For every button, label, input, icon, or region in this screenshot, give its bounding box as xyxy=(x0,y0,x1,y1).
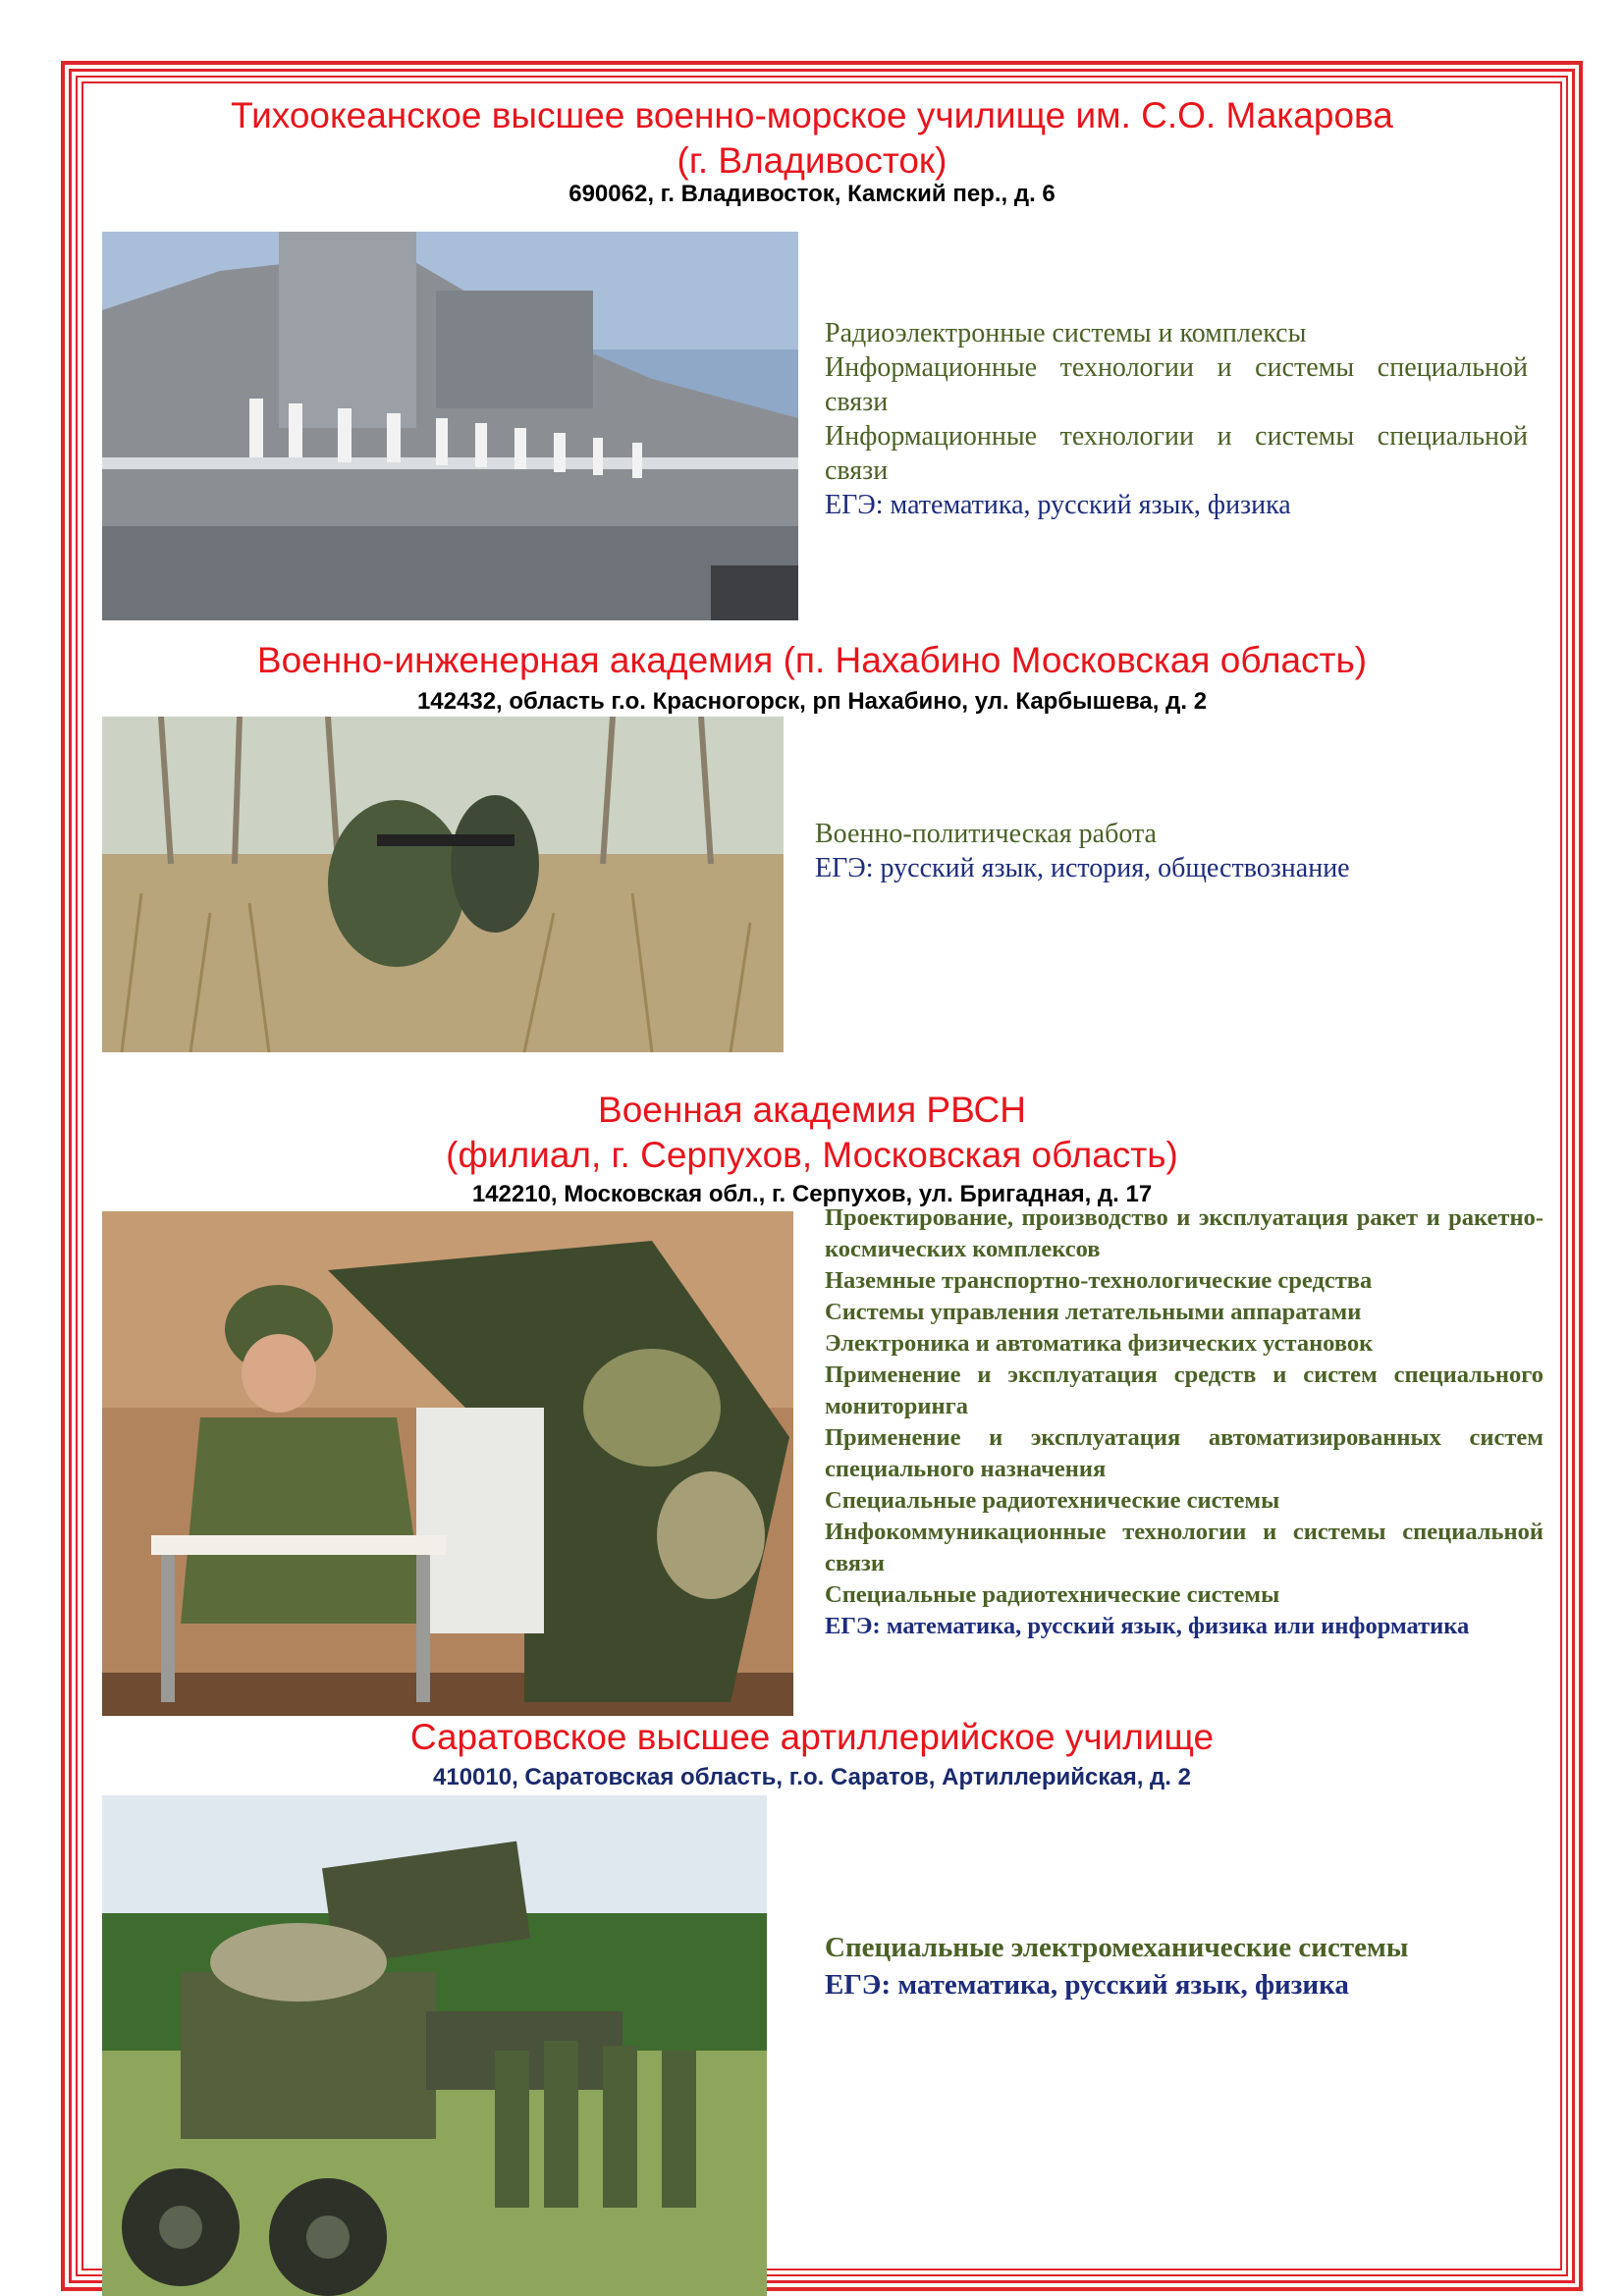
specialty-item: Специальные электромеханические системы xyxy=(825,1932,1409,1963)
specialty-item: Наземные транспортно-технологические средства xyxy=(825,1267,1373,1294)
ege-requirements: ЕГЭ: математика, русский язык, физика xyxy=(825,1969,1349,2001)
section-2-title-line1: Военно-инженерная академия (п. Нахабино Московская область) xyxy=(256,640,1368,680)
section-3-title-line2: (филиал, г. Серпухов, Московская область) xyxy=(446,1135,1178,1175)
specialty-item: Инфокоммуникационные технологии и системы специальной связи xyxy=(825,1519,1543,1576)
specialty-item: Радиоэлектронные системы и комплексы xyxy=(825,318,1307,348)
section-2-title xyxy=(98,638,1526,683)
section-2-address: 142432, область г.о. Красногорск, рп Нахабино, ул. Карбышева, д. 2 xyxy=(416,688,1208,715)
section-4-specialties xyxy=(825,1929,1528,2003)
section-2-specialties xyxy=(815,817,1502,885)
soldiers-in-field-photo xyxy=(102,717,784,1052)
specialty-item: Информационные технологии и системы специальной связи xyxy=(825,421,1528,486)
artillery-vehicle-photo xyxy=(102,1795,767,2296)
section-1-address: 690062, г. Владивосток, Камский пер., д. 6 xyxy=(568,181,1056,207)
specialty-item: Специальные радиотехнические системы xyxy=(825,1487,1280,1514)
naval-ship-crew-photo xyxy=(102,232,798,620)
ege-requirements: ЕГЭ: математика, русский язык, физика или информатика xyxy=(825,1613,1470,1639)
specialty-item: Применение и эксплуатация автоматизированных систем специального назначения xyxy=(825,1424,1543,1482)
section-1-title-line2: (г. Владивосток) xyxy=(677,140,947,181)
section-1-title xyxy=(98,93,1526,184)
ege-requirements: ЕГЭ: математика, русский язык, физика xyxy=(825,490,1291,520)
section-3-specialties xyxy=(825,1202,1543,1642)
soldier-in-simulator-photo xyxy=(102,1211,793,1716)
specialty-item: Военно-политическая работа xyxy=(815,819,1157,849)
specialty-item: Системы управления летательными аппаратами xyxy=(825,1299,1362,1325)
section-3-address: 142210, Московская обл., г. Серпухов, ул. Бригадная, д. 17 xyxy=(471,1181,1153,1207)
section-4-address: 410010, Саратовская область, г.о. Саратов, Артиллерийская, д. 2 xyxy=(433,1764,1191,1790)
section-3-title xyxy=(98,1088,1526,1178)
specialty-item: Проектирование, производство и эксплуатация ракет и ракетно-космических комплексов xyxy=(825,1204,1543,1262)
section-1-title-line1: Тихоокеанское высшее военно-морское училище им. С.О. Макарова xyxy=(231,95,1393,135)
ege-requirements: ЕГЭ: русский язык, история, обществознание xyxy=(815,853,1350,883)
specialty-item: Информационные технологии и системы специальной связи xyxy=(825,352,1528,417)
section-4-title-line1: Саратовское высшее артиллерийское училище xyxy=(409,1717,1215,1757)
section-4-title xyxy=(98,1715,1526,1760)
section-1-specialties xyxy=(825,316,1528,522)
specialty-item: Применение и эксплуатация средств и систем специального мониторинга xyxy=(825,1362,1543,1419)
section-3-title-line1: Военная академия РВСН xyxy=(598,1090,1026,1130)
specialty-item: Специальные радиотехнические системы xyxy=(825,1581,1280,1608)
specialty-item: Электроника и автоматика физических установок xyxy=(825,1330,1374,1357)
